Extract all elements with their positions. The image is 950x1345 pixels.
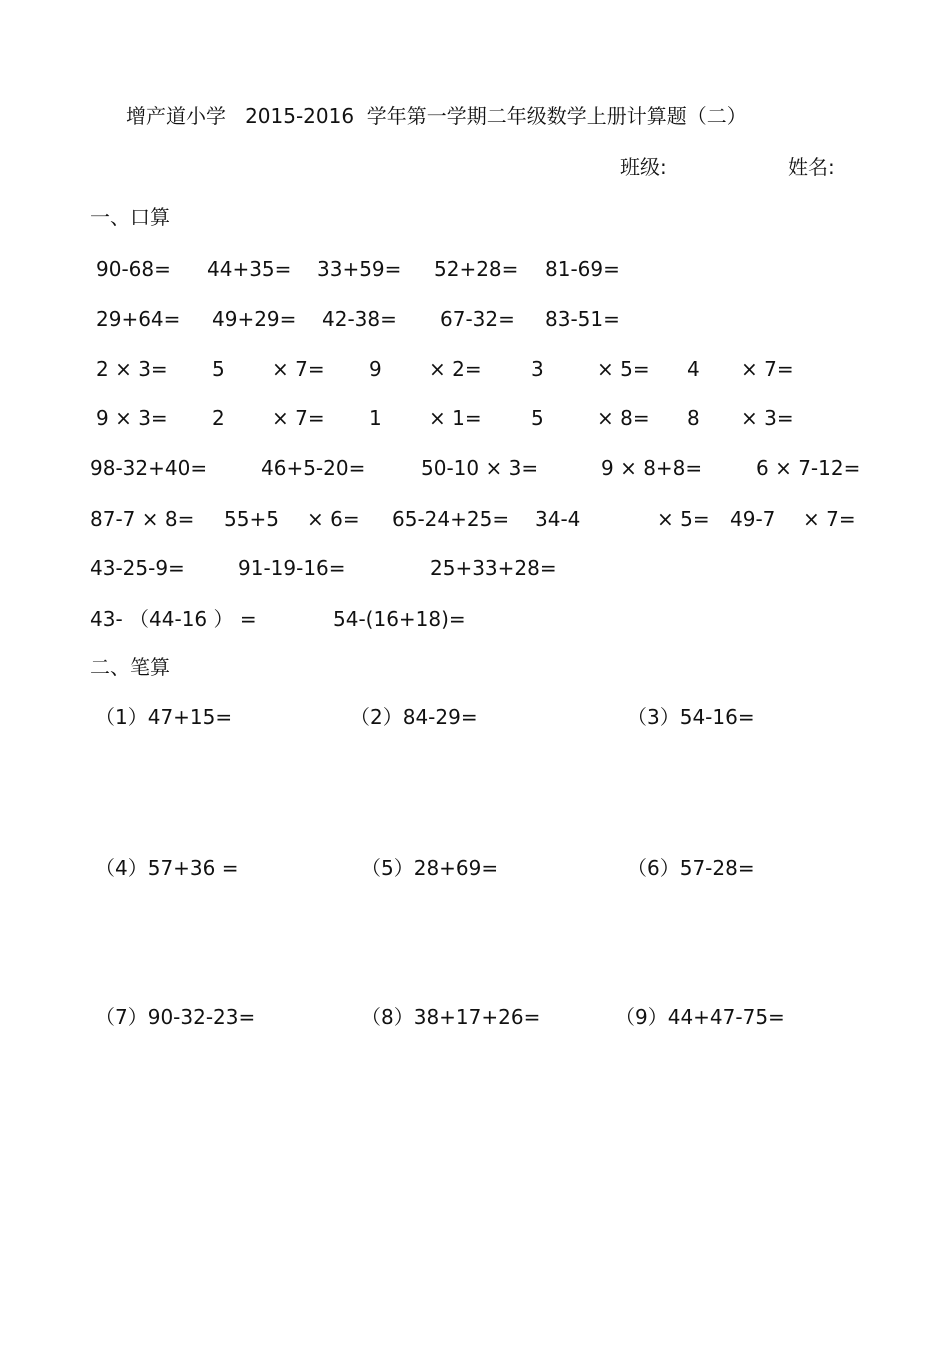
oral-problem: 44+35=	[207, 257, 292, 281]
written-problem: （2）84-29=	[350, 705, 478, 729]
oral-problem: 90-68=	[96, 257, 171, 281]
section-heading-oral: 一、口算	[90, 205, 170, 229]
oral-problem: 43- （44-16 ） =	[90, 607, 257, 631]
oral-problem: × 7=	[272, 357, 325, 381]
written-problem: （1）47+15=	[95, 705, 233, 729]
oral-problem: 49+29=	[212, 307, 297, 331]
oral-problem: 3	[531, 357, 544, 381]
oral-problem: × 5=	[597, 357, 650, 381]
oral-problem: 5	[212, 357, 225, 381]
oral-problem: 5	[531, 406, 544, 430]
written-problem: （8）38+17+26=	[361, 1005, 541, 1029]
oral-problem: 49-7	[730, 507, 776, 531]
oral-problem: 2	[212, 406, 225, 430]
oral-problem: 4	[687, 357, 700, 381]
oral-problem: 9	[369, 357, 382, 381]
oral-problem: 25+33+28=	[430, 556, 557, 580]
oral-problem: 29+64=	[96, 307, 181, 331]
oral-problem: × 7=	[272, 406, 325, 430]
oral-problem: × 8=	[597, 406, 650, 430]
oral-problem: × 5=	[657, 507, 710, 531]
written-problem: （9）44+47-75=	[615, 1005, 785, 1029]
oral-problem: 83-51=	[545, 307, 620, 331]
class-label: 班级:	[620, 155, 667, 179]
section-heading-written: 二、笔算	[90, 655, 170, 679]
oral-problem: 50-10 × 3=	[421, 456, 539, 480]
oral-problem: 87-7 × 8=	[90, 507, 195, 531]
written-problem: （6）57-28=	[627, 856, 755, 880]
oral-problem: 54-(16+18)=	[333, 607, 466, 631]
written-problem: （7）90-32-23=	[95, 1005, 256, 1029]
oral-problem: 43-25-9=	[90, 556, 185, 580]
written-problem: （5）28+69=	[361, 856, 499, 880]
oral-problem: 42-38=	[322, 307, 397, 331]
oral-problem: 9 × 8+8=	[601, 456, 703, 480]
oral-problem: × 3=	[741, 406, 794, 430]
oral-problem: 81-69=	[545, 257, 620, 281]
oral-problem: 91-19-16=	[238, 556, 346, 580]
page-title: 增产道小学 2015-2016 学年第一学期二年级数学上册计算题（二）	[126, 104, 747, 128]
oral-problem: 52+28=	[434, 257, 519, 281]
written-problem: （4）57+36 =	[95, 856, 239, 880]
oral-problem: 9 × 3=	[96, 406, 168, 430]
oral-problem: 67-32=	[440, 307, 515, 331]
oral-problem: × 2=	[429, 357, 482, 381]
oral-problem: 46+5-20=	[261, 456, 366, 480]
oral-problem: 65-24+25=	[392, 507, 510, 531]
oral-problem: 33+59=	[317, 257, 402, 281]
oral-problem: × 1=	[429, 406, 482, 430]
oral-problem: 34-4	[535, 507, 581, 531]
oral-problem: 8	[687, 406, 700, 430]
written-problem: （3）54-16=	[627, 705, 755, 729]
oral-problem: 55+5	[224, 507, 279, 531]
oral-problem: × 7=	[803, 507, 856, 531]
oral-problem: 1	[369, 406, 382, 430]
oral-problem: 6 × 7-12=	[756, 456, 861, 480]
oral-problem: 98-32+40=	[90, 456, 208, 480]
name-label: 姓名:	[788, 155, 835, 179]
oral-problem: × 6=	[307, 507, 360, 531]
oral-problem: × 7=	[741, 357, 794, 381]
oral-problem: 2 × 3=	[96, 357, 168, 381]
